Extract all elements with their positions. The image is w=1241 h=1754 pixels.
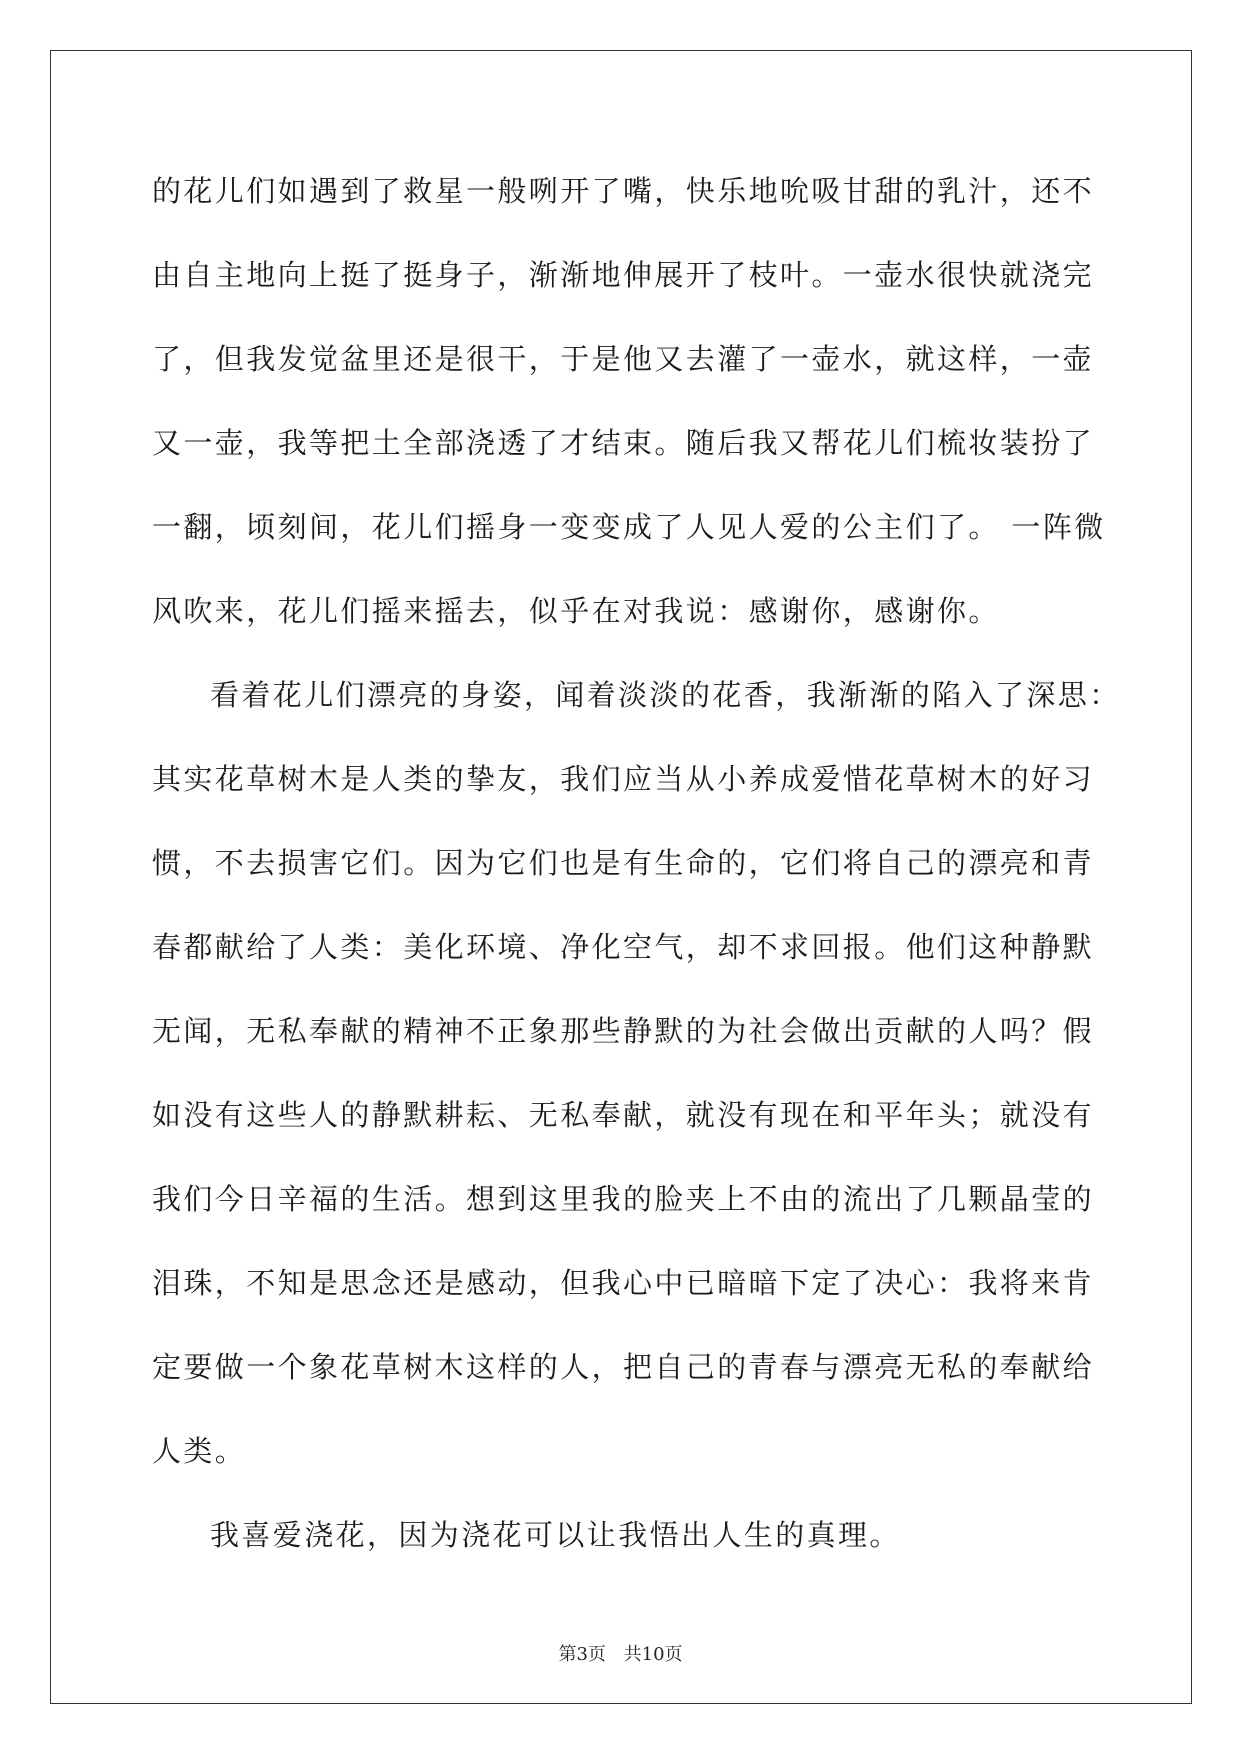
text-line: 无闻，无私奉献的精神不正象那些静默的为社会做出贡献的人吗？假 [152, 1014, 1095, 1048]
text-line: 我们今日辛福的生活。想到这里我的脸夹上不由的流出了几颗晶莹的 [152, 1182, 1095, 1216]
text-line: 泪珠，不知是思念还是感动，但我心中已暗暗下定了决心：我将来肯 [152, 1266, 1095, 1300]
page-footer [0, 1640, 1241, 1666]
page-number: 第3页 [558, 1644, 606, 1665]
text-line: 由自主地向上挺了挺身子，渐渐地伸展开了枝叶。一壶水很快就浇完 [152, 258, 1095, 292]
text-line: 了，但我发觉盆里还是很干，于是他又去灌了一壶水，就这样，一壶 [152, 342, 1095, 376]
text-line: 惯，不去损害它们。因为它们也是有生命的，它们将自己的漂亮和青 [152, 846, 1095, 880]
document-body [152, 162, 1121, 1590]
text-line: 春都献给了人类：美化环境、净化空气，却不求回报。他们这种静默 [152, 930, 1095, 964]
text-line: 风吹来，花儿们摇来摇去，似乎在对我说：感谢你，感谢你。 [152, 594, 1000, 628]
text-line: 定要做一个象花草树木这样的人，把自己的青春与漂亮无私的奉献给 [152, 1350, 1095, 1384]
paragraph-start-line: 我喜爱浇花，因为浇花可以让我悟出人生的真理。 [210, 1518, 901, 1552]
text-line: 其实花草树木是人类的挚友，我们应当从小养成爱惜花草树木的好习 [152, 762, 1095, 796]
text-line: 一翻，顷刻间，花儿们摇身一变变成了人见人爱的公主们了。 一阵微 [152, 510, 1106, 544]
text-line: 的花儿们如遇到了救星一般咧开了嘴，快乐地吮吸甘甜的乳汁，还不 [152, 174, 1095, 208]
page-total: 共10页 [623, 1644, 683, 1665]
text-line: 人类。 [152, 1434, 247, 1468]
text-line: 又一壶，我等把土全部浇透了才结束。随后我又帮花儿们梳妆装扮了 [152, 426, 1095, 460]
text-line: 如没有这些人的静默耕耘、无私奉献，就没有现在和平年头；就没有 [152, 1098, 1095, 1132]
paragraph-start-line: 看着花儿们漂亮的身姿，闻着淡淡的花香，我渐渐的陷入了深思： [210, 678, 1121, 712]
